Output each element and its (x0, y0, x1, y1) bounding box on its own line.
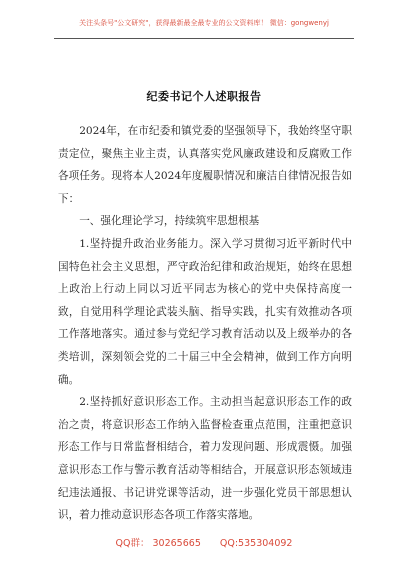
footer-contact (0, 535, 408, 549)
document-title: 纪委书记个人述职报告 (146, 90, 262, 103)
document-body (58, 120, 352, 527)
footer-qq-group: QQ群： 30265665 (115, 538, 201, 549)
footer-qq: QQ:535304092 (219, 538, 293, 549)
header-note: 关注头条号"公文研究"，获得最新最全最专业的公文资料库！ 微信：gongwenyj (79, 19, 329, 27)
body-paragraph: 1.坚持提升政治业务能力。深入学习贯彻习近平新时代中国特色社会主义思想，严守政治纪律和政治规矩，始终在思想上政治上行动上同以习近平同志为核心的党中央保持高度一致，自觉用科学理论武装头脑、指导实践，扎实有效推动各项工作落地落实。通过参与党纪学习教育活动以及上级举办的各类培训，深刻领会党的二十届三中全会精神，做到工作方向明确。 (58, 237, 352, 386)
body-paragraph: 2.坚持抓好意识形态工作。主动担当起意识形态工作的政治之责，将意识形态工作纳入监督检查重点范围，注重把意识形态工作与日常监督相结合，着力发现问题、形成震慑。加强意识形态工作与警示教育活动等相结合，开展意识形态领域违纪违法通报、书记讲党课等活动，进一步强化党员干部思想认识，着力推动意识形态各项工作落实落地。 (58, 396, 352, 522)
header-divider (54, 38, 354, 39)
section-heading: 一、强化理论学习，持续筑牢思想根基 (79, 215, 260, 228)
intro-paragraph: 2024年，在市纪委和镇党委的坚强领导下，我始终坚守职责定位，聚焦主业主责，认真落实党风廉政建设和反腐败工作各项任务。现将本人2024年度履职情况和廉洁自律情况报告如下： (58, 125, 352, 205)
